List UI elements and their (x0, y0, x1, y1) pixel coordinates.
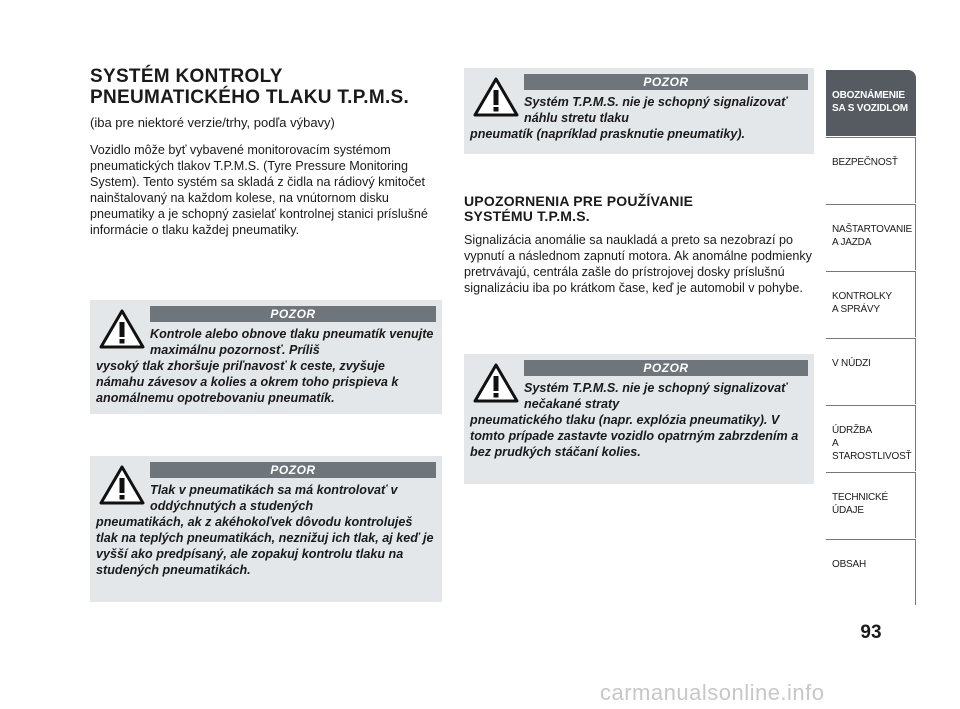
warning-triangle-icon (98, 464, 146, 506)
section-title: SYSTÉM KONTROLY PNEUMATICKÉHO TLAKU T.P.M.S. (90, 66, 410, 108)
warning-text: Tlak v pneumatikách sa má kontrolovať v oddýchnutých a studených pneumatikách, ak z akéhokoľvek dôvodu kontroluješ tlak na teplých pneumatikách, neznižuj ich tlak, aj keď je vyšší ako predpísaný, ale zopakuj kontrolu tlaku na studených pneumatikách. (96, 483, 434, 577)
chapter-sidebar (826, 70, 916, 606)
warning-label: POZOR (150, 462, 436, 478)
usage-paragraph: Signalizácia anomálie sa naukladá a preto sa nezobrazí po vypnutí a následnom zapnutí motora. Ak anomálne podmienky pretrvávajú, centrála zašle do prístrojovej dosky príslušnú signalizáciu iba po krátkom čase, keď je automobil v pohybe. (464, 233, 812, 295)
warning-label: POZOR (524, 74, 808, 90)
warning-box-4 (464, 354, 814, 484)
tab-technicke-udaje[interactable]: TECHNICKÉ ÚDAJE (826, 472, 916, 538)
warning-triangle-icon (472, 362, 520, 404)
warning-triangle-icon (472, 76, 520, 118)
intro-paragraph: Vozidlo môže byť vybavené monitorovacím systémom pneumatických tlakov T.P.M.S. (Tyre Pressure Monitoring System). Tento systém sa skladá z čidla na rádiový kmitočet nainštalovaný na každom kolese, na vnútornom disku pneumatiky a je schopný zasielať kontrolnej stanici príslušné informácie o tlaku každej pneumatiky. (90, 143, 428, 237)
warning-text: Systém T.P.M.S. nie je schopný signalizovať nečakané straty pneumatického tlaku (napr. explózia pneumatiky). V tomto prípade zastavte vozidlo opatrným zabrzdením a bez prudkých stáčaní kolies. (470, 381, 799, 459)
warning-label: POZOR (150, 306, 436, 322)
tab-udrzba[interactable]: ÚDRŽBA A STAROSTLIVOSŤ (826, 405, 916, 471)
tab-obsah[interactable]: OBSAH (826, 539, 916, 605)
warning-triangle-icon (98, 308, 146, 350)
warning-box-3 (464, 68, 814, 154)
warning-text: Kontrole alebo obnove tlaku pneumatík venujte maximálnu pozornosť. Príliš vysoký tlak zhoršuje priľnavosť k ceste, zvyšuje námahu závesov a kolies a okrem toho prispieva k anomálnemu opotrebovaniu pneumatík. (96, 327, 434, 405)
warning-box-1 (90, 300, 442, 414)
right-column (464, 194, 814, 296)
tab-oboznamenie[interactable]: OBOZNÁMENIE SA S VOZIDLOM (826, 70, 916, 136)
warning-box-2 (90, 456, 442, 602)
left-column (90, 66, 442, 238)
warning-label: POZOR (524, 360, 808, 376)
tab-bezpecnost[interactable]: BEZPEČNOSŤ (826, 137, 916, 203)
tab-v-nudzi[interactable]: V NÚDZI (826, 338, 916, 404)
watermark: carmanualsonline.info (600, 680, 825, 705)
tab-nastartovanie[interactable]: NAŠTARTOVANIE A JAZDA (826, 204, 916, 270)
section-subtitle: (iba pre niektoré verzie/trhy, podľa výbavy) (90, 115, 335, 130)
tab-kontrolky[interactable]: KONTROLKY A SPRÁVY (826, 271, 916, 337)
usage-heading: UPOZORNENIA PRE POUŽÍVANIE SYSTÉMU T.P.M.S. (464, 193, 694, 224)
page-number: 93 (860, 622, 882, 643)
warning-text: Systém T.P.M.S. nie je schopný signalizovať náhlu stretu tlaku pneumatík (napríklad prasknutie pneumatiky). (470, 95, 788, 141)
